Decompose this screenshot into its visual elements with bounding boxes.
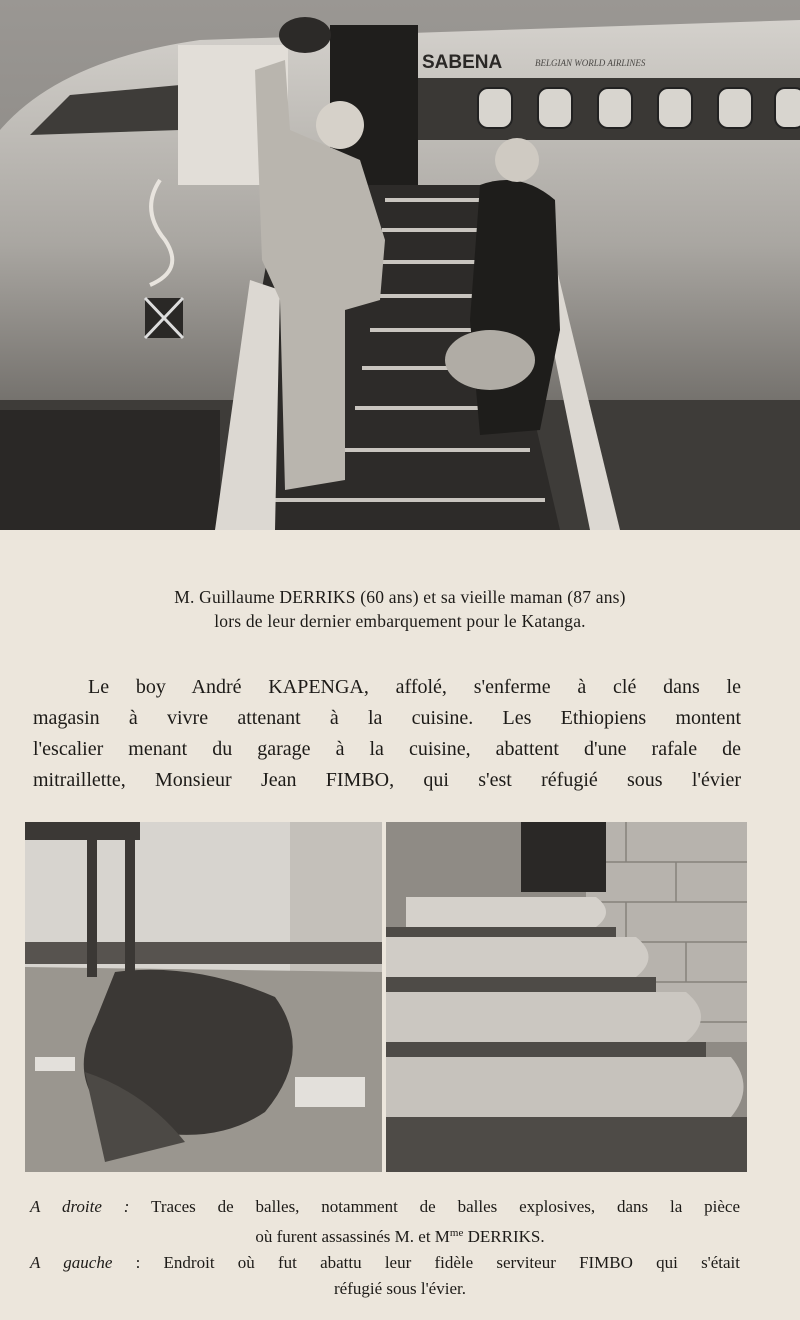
aircraft-name: SABENA (422, 52, 503, 73)
steps-photo (386, 822, 747, 1172)
caption-top-line: M. Guillaume DERRIKS (60 ans) et sa vieille maman (87 ans) (174, 587, 626, 607)
boarding-photo (0, 0, 800, 530)
caption-top-line: lors de leur dernier embarquement pour le Katanga. (214, 611, 586, 631)
body-line: mitraillette, Monsieur Jean FIMBO, qui s'est réfugié sous l'évier (33, 769, 741, 791)
room-photo (25, 822, 382, 1172)
body-line: magasin à vivre attenant à la cuisine. Les Ethiopiens montent (33, 707, 741, 729)
caption-left-line1 (30, 1250, 740, 1276)
body-line: Le boy André KAPENGA, affolé, s'enferme à clé dans le (88, 676, 741, 698)
caption-superscript: me (449, 1227, 464, 1239)
body-paragraph (33, 672, 741, 796)
bottom-caption (30, 1194, 740, 1302)
caption-right-line2 (30, 1220, 740, 1250)
caption-right-line1 (30, 1194, 740, 1220)
boarding-photo-caption (40, 585, 760, 633)
aircraft-subtext: BELGIAN WORLD AIRLINES (535, 58, 646, 68)
caption-left-line2: réfugié sous l'évier. (334, 1279, 466, 1298)
caption-left-lead: A gauche (30, 1253, 113, 1272)
caption-text: où furent assassinés M. et M (255, 1227, 450, 1246)
caption-text: : Endroit où fut abattu leur fidèle serviteur FIMBO qui s'était (135, 1253, 741, 1272)
body-line: l'escalier menant du garage à la cuisine, abattent d'une rafale de (33, 738, 741, 760)
caption-right-lead: A droite : (30, 1197, 130, 1216)
caption-text: DERRIKS. (463, 1227, 545, 1246)
caption-text: Traces de balles, notamment de balles explosives, dans la pièce (151, 1197, 741, 1216)
